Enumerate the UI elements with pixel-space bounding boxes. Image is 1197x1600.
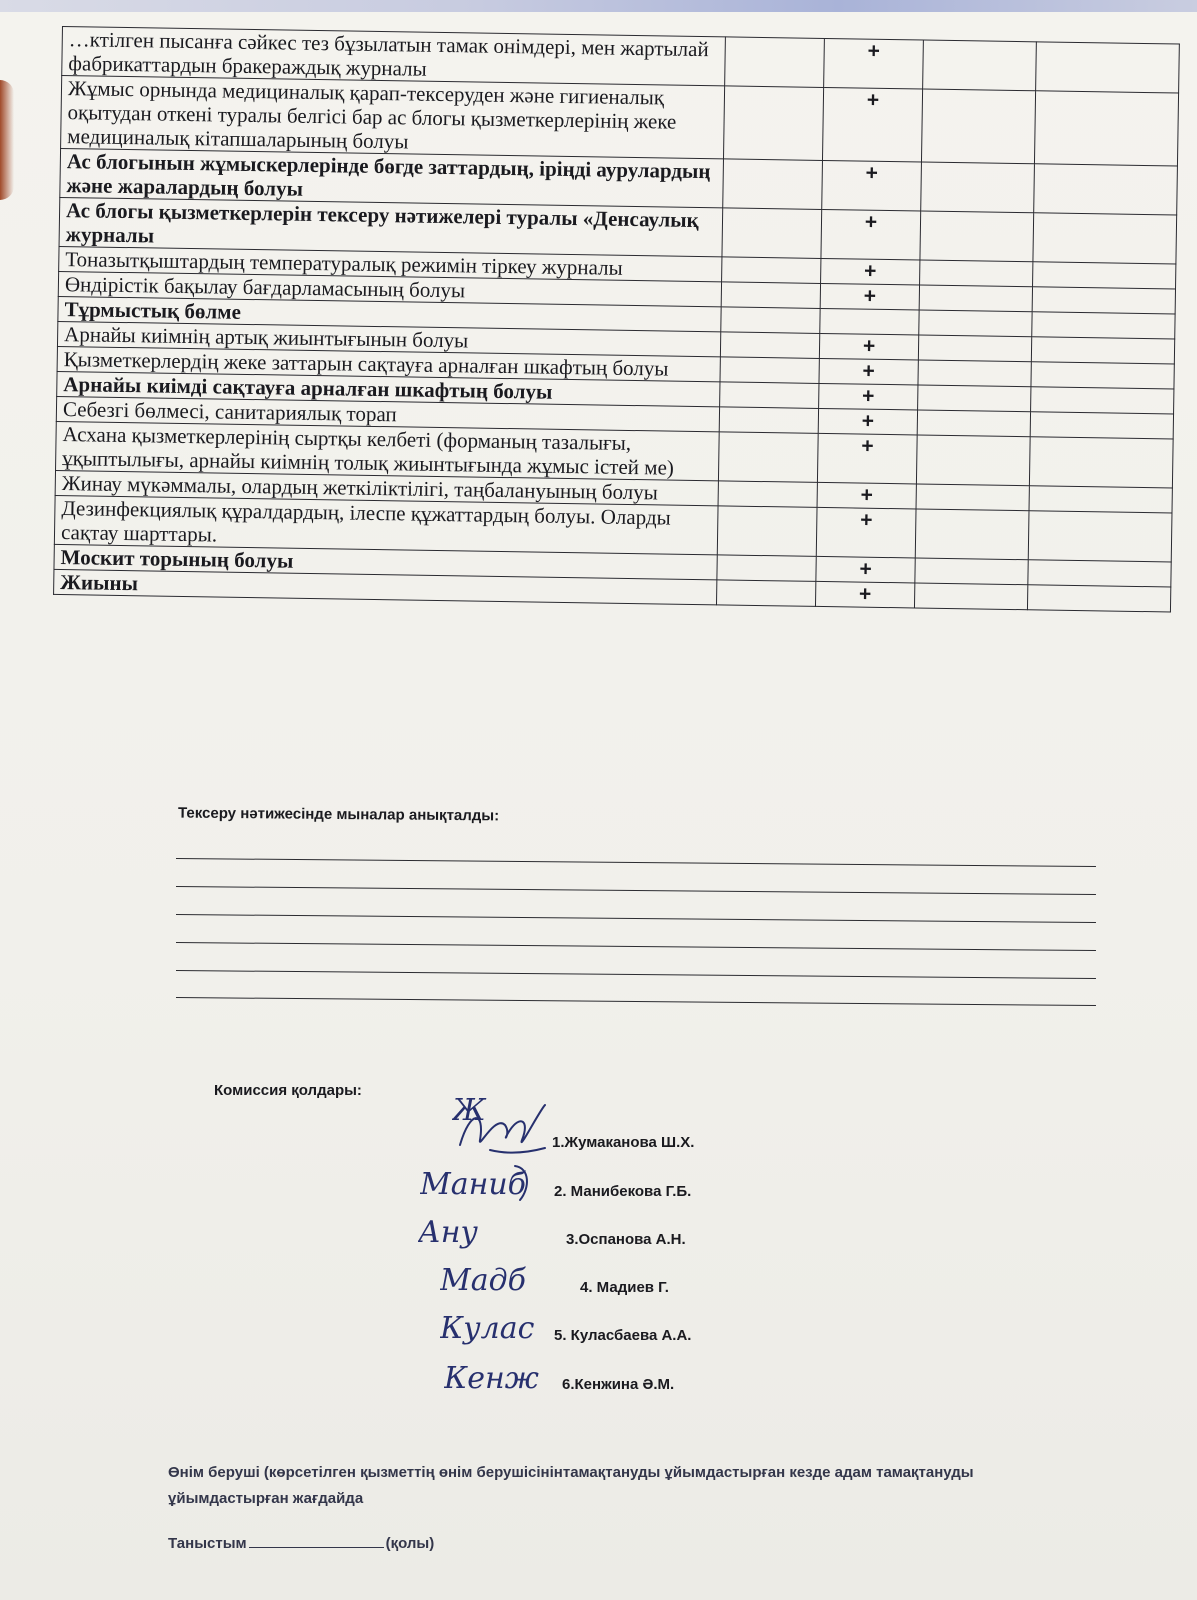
row-text: Москит торының болуы <box>54 544 717 579</box>
row-text: Арнайы киімнің артық жиынтығынын болуы <box>57 321 720 356</box>
row-cell-a <box>721 282 820 309</box>
signature-5 <box>440 1304 550 1354</box>
row-cell-d <box>1031 362 1174 389</box>
row-mark: + <box>822 87 922 162</box>
row-cell-a <box>722 257 821 284</box>
row-cell-d <box>1032 312 1175 339</box>
row-cell-d <box>1033 213 1177 264</box>
commission-member: 3.Оспанова А.Н. <box>566 1231 686 1248</box>
findings-line <box>176 886 1096 895</box>
row-text: Арнайы киімді сақтауға арналған шкафтың болуы <box>57 371 720 406</box>
row-cell-a <box>720 382 819 409</box>
row-text: Ас блогы қызметкерлерін тексеру нәтижелері туралы «Денсаулық журналы <box>59 197 723 256</box>
row-cell-a <box>723 86 823 161</box>
row-cell-d <box>1033 262 1176 289</box>
signature-4-glyph: Мадб <box>440 1263 526 1298</box>
row-mark: + <box>819 358 918 385</box>
row-mark: + <box>821 209 921 260</box>
row-cell-c <box>918 335 1031 362</box>
section-title: Тұрмыстық бөлме <box>58 296 721 331</box>
row-cell-c <box>921 162 1035 213</box>
signature-hint: (қолы) <box>385 1535 435 1552</box>
row-cell-a <box>721 307 820 334</box>
row-cell-a <box>725 37 825 88</box>
row-text: …ктілген пысанға сәйкес тез бұзылатын тамак онімдері, мен жартылай фабрикаттардын бракераждық журналы <box>62 27 726 86</box>
supplier-note: Өнім беруші (көрсетілген қызметтің өнім берушісінінтамақтануды ұйымдастырған кезде адам тамақтануды ұйымдастырған жағдайда <box>168 1464 974 1507</box>
row-cell-a <box>718 481 817 508</box>
total-label: Жиыны <box>54 569 717 604</box>
row-cell-d <box>1034 91 1178 166</box>
row-mark: + <box>816 507 916 558</box>
row-cell-d <box>1036 42 1180 93</box>
row-mark: + <box>816 556 915 583</box>
row-cell-d <box>1031 387 1174 414</box>
signature-1-glyph: Ж <box>452 1093 486 1128</box>
findings-label: Тексеру нәтижесінде мыналар анықталды: <box>177 804 500 825</box>
findings-line <box>176 997 1096 1006</box>
row-cell-c <box>919 310 1032 337</box>
row-cell-d <box>1028 511 1172 562</box>
row-mark: + <box>821 258 920 285</box>
signature-3 <box>418 1206 518 1256</box>
row-cell-d <box>1034 164 1178 215</box>
row-cell-c <box>916 435 1030 486</box>
row-cell-a <box>716 580 815 607</box>
row-cell-c <box>918 385 1031 412</box>
row-cell-c <box>921 89 1035 164</box>
row-cell-d <box>1027 585 1170 612</box>
row-text: Жұмыс орнында медициналық қарап-тексеруден және гигиеналық оқытудан откені туралы белгісі бар ас блогы қызметкерлерінің жеке медициналық кітапшаларының болуы <box>61 76 725 159</box>
row-cell-a <box>720 332 819 359</box>
findings-line <box>176 914 1096 923</box>
signature-6 <box>444 1352 554 1408</box>
row-mark: + <box>822 160 922 211</box>
page-edge <box>0 80 14 200</box>
signature-1-glyph-wrap <box>452 1090 512 1130</box>
acknowledged-label: Таныстым <box>168 1535 247 1552</box>
row-cell-d <box>1030 412 1173 439</box>
commission-label: Комиссия қолдары: <box>214 1082 362 1099</box>
row-cell-c <box>915 509 1029 560</box>
row-cell-c <box>920 211 1034 262</box>
signature-6-glyph: Кенж <box>444 1361 539 1396</box>
row-cell-d <box>1031 337 1174 364</box>
row-cell-d <box>1029 437 1173 488</box>
row-mark: + <box>819 383 918 410</box>
row-cell-c <box>920 260 1033 287</box>
signature-blank[interactable] <box>249 1547 384 1548</box>
row-mark: + <box>824 38 924 89</box>
signature-3-glyph: Ану <box>418 1215 478 1250</box>
row-cell-c <box>919 285 1032 312</box>
row-cell-a <box>717 506 817 557</box>
row-cell-d <box>1029 486 1172 513</box>
row-cell-c <box>915 558 1028 585</box>
row-text: Жинау мүкәммалы, олардың жеткіліктілігі, таңбалануының болуы <box>55 470 718 505</box>
row-mark: + <box>817 482 916 509</box>
commission-member: 2. Манибекова Г.Б. <box>554 1183 692 1200</box>
signature-5-glyph: Кулас <box>440 1311 535 1346</box>
row-mark: + <box>815 581 914 608</box>
row-cell-c <box>917 410 1030 437</box>
checklist-table <box>53 26 1180 612</box>
row-cell-c <box>918 360 1031 387</box>
row-cell-c <box>914 583 1027 610</box>
checklist-body <box>54 27 1180 612</box>
row-cell-c <box>916 484 1029 511</box>
row-cell-a <box>723 159 823 210</box>
commission-member: 1.Жумаканова Ш.Х. <box>552 1134 695 1151</box>
row-text: Себезгі бөлмесі, санитариялық торап <box>56 396 719 431</box>
findings-line <box>176 970 1096 979</box>
row-mark: + <box>817 433 917 484</box>
row-text: Ас блогынын жұмыскерлерінде бөгде заттардың, іріңді аурулардың және жаралардың болуы <box>60 148 724 207</box>
row-text: Дезинфекциялық құралдардың, ілеспе құжаттардың болуы. Оларды сақтау шарттары. <box>54 495 718 554</box>
row-text: Асхана қызметкерлерінің сыртқы келбеті (форманың тазалығы, ұқыптылығы, арнайы киімнің толық жиынтығында жұмыс істей ме) <box>56 421 720 480</box>
row-cell-c <box>923 40 1037 91</box>
row-text: Қызметкерлердің жеке заттарын сақтауға арналған шкафтың болуы <box>57 346 720 381</box>
row-mark: + <box>820 283 919 310</box>
row-mark: + <box>819 333 918 360</box>
row-text: Тоназытқыштардың температуралық режимін тіркеу журналы <box>59 246 722 281</box>
row-text: Өндірістік бақылау бағдарламасының болуы <box>58 271 721 306</box>
signature-4 <box>440 1254 550 1306</box>
acknowledgement-line <box>168 1535 434 1552</box>
row-mark <box>820 308 919 335</box>
row-cell-a <box>719 407 818 434</box>
commission-member: 5. Куласбаева А.А. <box>554 1327 692 1344</box>
row-cell-d <box>1032 287 1175 314</box>
row-cell-d <box>1028 560 1171 587</box>
findings-line <box>176 858 1096 867</box>
findings-line <box>176 942 1096 951</box>
commission-member: 4. Мадиев Г. <box>580 1279 669 1296</box>
signature-2 <box>420 1158 540 1208</box>
row-cell-a <box>718 432 818 483</box>
row-mark: + <box>818 408 917 435</box>
signature-2-glyph: Маниб <box>420 1167 526 1202</box>
row-cell-a <box>720 357 819 384</box>
page-top-strip <box>0 0 1197 12</box>
row-cell-a <box>717 555 816 582</box>
checklist-table-wrapper <box>53 26 1177 612</box>
commission-member: 6.Кенжина Ә.М. <box>562 1376 675 1393</box>
row-cell-a <box>722 208 822 259</box>
